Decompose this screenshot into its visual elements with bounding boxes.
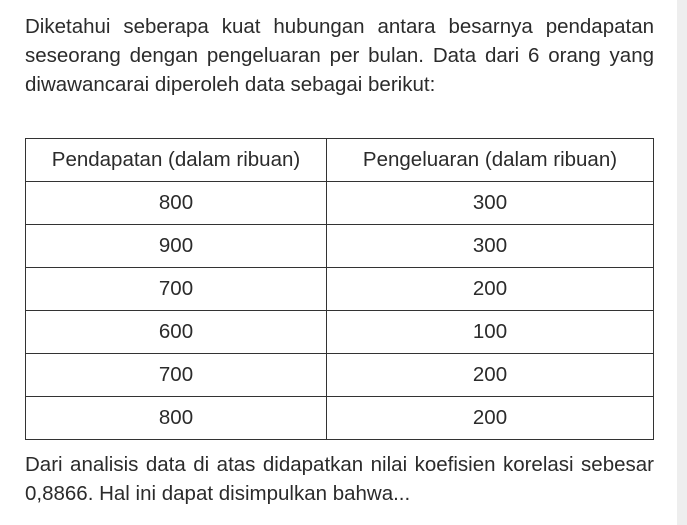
table-row	[26, 182, 654, 225]
table-row	[26, 397, 654, 440]
cell-pendapatan: 800	[26, 182, 327, 225]
cell-pendapatan: 600	[26, 311, 327, 354]
cell-pendapatan: 900	[26, 225, 327, 268]
table-row	[26, 311, 654, 354]
header-pendapatan: Pendapatan (dalam ribuan)	[26, 139, 327, 182]
table-row	[26, 225, 654, 268]
cell-pengeluaran: 100	[327, 311, 654, 354]
right-edge-bar	[677, 0, 687, 525]
cell-pendapatan: 800	[26, 397, 327, 440]
data-table	[25, 138, 654, 440]
header-pengeluaran: Pengeluaran (dalam ribuan)	[327, 139, 654, 182]
cell-pengeluaran: 200	[327, 397, 654, 440]
question-intro-text: Diketahui seberapa kuat hubungan antara besarnya pendapatan seseorang dengan pengeluaran per bulan. Data dari 6 orang yang diwawancarai diperoleh data sebagai berikut:	[25, 15, 654, 96]
cell-pengeluaran: 200	[327, 354, 654, 397]
table-header-row	[26, 139, 654, 182]
cell-pengeluaran: 300	[327, 182, 654, 225]
cell-pengeluaran: 200	[327, 268, 654, 311]
table-row	[26, 354, 654, 397]
cell-pendapatan: 700	[26, 268, 327, 311]
cell-pendapatan: 700	[26, 354, 327, 397]
question-conclusion-text: Dari analisis data di atas didapatkan nilai koefisien korelasi sebesar 0,8866. Hal ini dapat disimpulkan bahwa...	[25, 453, 654, 505]
table-row	[26, 268, 654, 311]
cell-pengeluaran: 300	[327, 225, 654, 268]
